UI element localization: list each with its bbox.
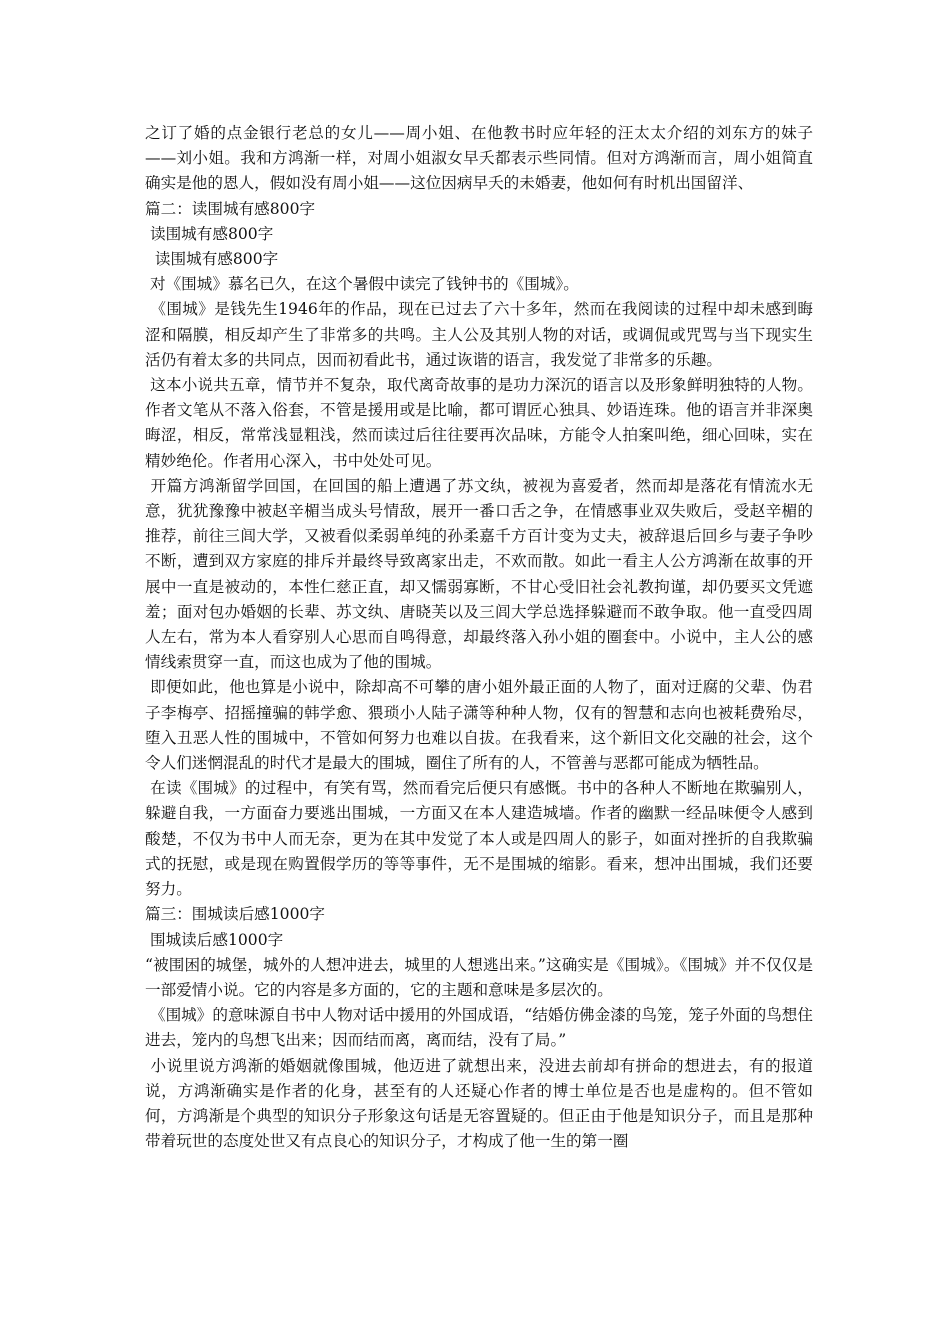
paragraph: 即便如此，他也算是小说中，除却高不可攀的唐小姐外最正面的人物了，面对迂腐的父辈、伪君子李梅亭、招摇撞骗的韩学愈、猥琐小人陆子潇等种种人物，仅有的智慧和志向也被耗费殆尽，堕入丑恶人性的围城中，不管如何努力也难以自拔。在我看来，这个新旧文化交融的社会，这个令人们迷惘混乱的时代才是最大的围城，圈住了所有的人，不管善与恶都可能成为牺牲品。 <box>145 678 813 773</box>
paragraph: 这本小说共五章，情节并不复杂，取代离奇故事的是功力深沉的语言以及形象鲜明独特的人物。作者文笔从不落入俗套，不管是援用或是比喻，都可谓匠心独具、妙语连珠。他的语言并非深奥晦涩，相反，常常浅显粗浅，然而读过后往往要再次品味，方能令人拍案叫绝，细心回味，实在精妙绝伦。作者用心深入，书中处处可见。 <box>145 376 813 470</box>
paragraph: 在读《围城》的过程中，有笑有骂，然而看完后便只有感慨。书中的各种人不断地在欺骗别人，躲避自我，一方面奋力要逃出围城，一方面又在本人建造城墙。作者的幽默一经品味便令人感到酸楚，不仅为书中人而无奈，更为在其中发觉了本人或是四周人的影子，如面对挫折的自我欺骗式的抚慰，或是现在购置假学历的等等事件，无不是围城的缩影。看来，想冲出围城，我们还要努力。 <box>145 779 813 899</box>
paragraph: 《围城》的意味源自书中人物对话中援用的外国成语，“结婚仿佛金漆的鸟笼，笼子外面的鸟想住进去，笼内的鸟想飞出来；因而结而离，离而结，没有了局。” <box>145 1006 813 1050</box>
section-heading: 篇三：围城读后感1000字 <box>145 905 326 924</box>
paragraph: “被围困的城堡，城外的人想冲进去，城里的人想逃出来。”这确实是《围城》。《围城》并不仅仅是一部爱情小说。它的内容是多方面的，它的主题和意味是多层次的。 <box>145 955 813 999</box>
paragraph: 读围城有感800字 <box>145 250 279 269</box>
section-heading: 篇二：读围城有感800字 <box>145 199 316 218</box>
paragraph: 对《围城》慕名已久，在这个暑假中读完了钱钟书的《围城》。 <box>145 275 579 294</box>
paragraph: 之订了婚的点金银行老总的女儿——周小姐、在他教书时应年轻的汪太太介绍的刘东方的妹子——刘小姐。我和方鸿渐一样，对周小姐淑女早夭都表示些同情。但对方鸿渐而言，周小姐简直确实是他的恩人，假如没有周小姐——这位因病早夭的未婚妻，他如何有时机出国留洋、 <box>145 124 813 193</box>
paragraph: 围城读后感1000字 <box>145 930 284 949</box>
paragraph: 小说里说方鸿渐的婚姻就像围城，他迈进了就想出来，没进去前却有拼命的想进去，有的报道说，方鸿渐确实是作者的化身，甚至有的人还疑心作者的博士单位是否也是虚构的。但不管如何，方鸿渐是个典型的知识分子形象这句话是无容置疑的。但正由于他是知识分子，而且是那种带着玩世的态度处世又有点良心的知识分子，才构成了他一生的第一圈 <box>145 1056 813 1151</box>
paragraph: 读围城有感800字 <box>145 224 274 243</box>
paragraph: 《围城》是钱先生1946年的作品，现在已过去了六十多年，然而在我阅读的过程中却未感到晦涩和隔膜，相反却产生了非常多的共鸣。主人公及其别人物的对话，或调侃或咒骂与当下现实生活仍有着太多的共同点，因而初看此书，通过诙谐的语言，我发觉了非常多的乐趣。 <box>145 300 813 369</box>
paragraph: 开篇方鸿渐留学回国，在回国的船上遭遇了苏文纨，被视为喜爱者，然而却是落花有情流水无意，犹犹豫豫中被赵辛楣当成头号情敌，展开一番口舌之争，在情感事业双失败后，受赵辛楣的推荐，前往三闾大学，又被看似柔弱单纯的孙柔嘉千方百计变为丈夫，被辞退后回乡与妻子争吵不断，遭到双方家庭的排斥并最终导致离家出走，不欢而散。如此一看主人公方鸿渐在故事的开展中一直是被动的，本性仁慈正直，却又懦弱寡断，不甘心受旧社会礼教拘谨，却仍要买文凭遮羞；面对包办婚姻的长辈、苏文纨、唐晓芙以及三闾大学总选择躲避而不敢争取。他一直受四周人左右，常为本人看穿别人心思而自鸣得意，却最终落入孙小姐的圈套中。小说中，主人公的感情线索贯穿一直，而这也成为了他的围城。 <box>145 476 813 672</box>
document-body <box>145 121 813 1154</box>
